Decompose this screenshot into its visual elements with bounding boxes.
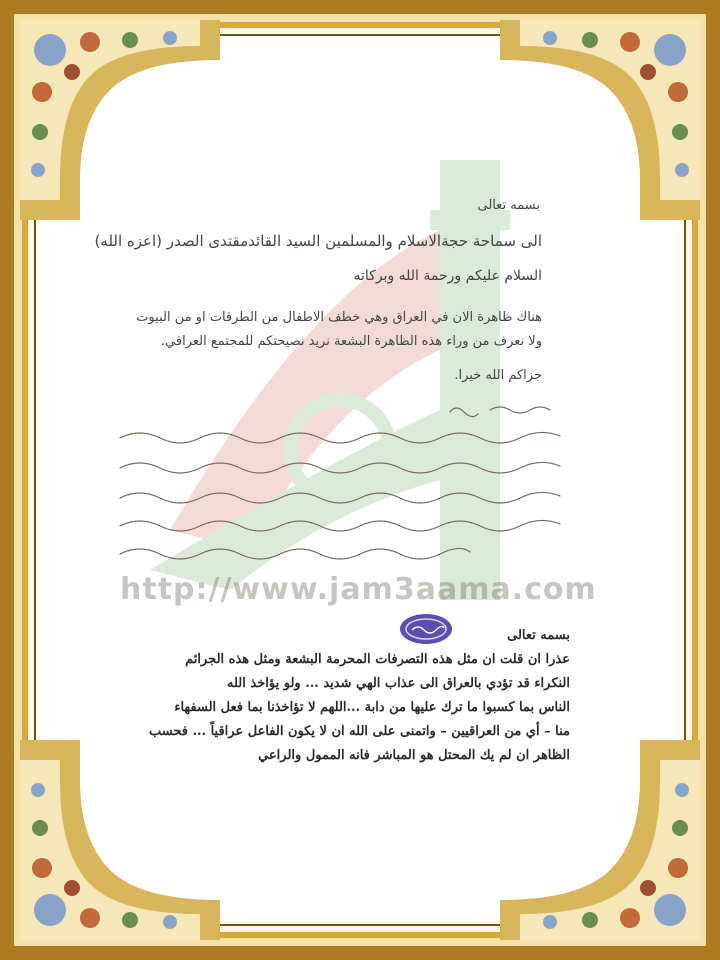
reply-line: الناس بما كسبوا ما ترك عليها من دابة ...اللهم لا تؤاخذنا بما فعل السفهاء bbox=[174, 700, 570, 715]
ornamental-corner-icon bbox=[500, 740, 700, 940]
letter-basmala: بسمه تعالى bbox=[477, 198, 540, 213]
reply-basmala: بسمه تعالى bbox=[507, 628, 570, 643]
reply-line: منا – أي من العراقيين – واتمنى على الله ان لا يكون الفاعل عراقياً ... فحسب bbox=[148, 724, 570, 739]
reply-line: عذرا ان قلت ان مثل هذه التصرفات المحرمة البشعة ومثل هذه الجرائم bbox=[185, 652, 570, 667]
ornamental-corner-icon bbox=[20, 20, 220, 220]
letter-body: هناك ظاهرة الان في العراق وهي خطف الاطفال من الطرقات او من البيوت ولا نعرف من وراء هذه الظاهرة البشعة نريد نصيحتكم للمجتمع العراقي. bbox=[136, 310, 542, 349]
handwritten-reply-image bbox=[100, 398, 600, 568]
ornamental-corner-icon bbox=[20, 740, 220, 940]
typed-reply bbox=[50, 624, 570, 768]
letter-thanks: جزاكم الله خيرا. bbox=[454, 368, 542, 383]
letter-greeting: السلام عليكم ورحمة الله وبركاته bbox=[353, 268, 542, 284]
watermark-url: http://www.jam3aama.com bbox=[120, 572, 597, 607]
reply-line: الظاهر ان لم يك المحتل هو المباشر فانه الممول والراعي bbox=[258, 748, 570, 763]
ornamental-corner-icon bbox=[500, 20, 700, 220]
letter-addressee: الى سماحة حجةالاسلام والمسلمين السيد القائدمقتدى الصدر (اعزه الله) bbox=[94, 232, 542, 250]
reply-line: النكراء قد تؤدي بالعراق الى عذاب الهي شديد ... ولو يؤاخذ الله bbox=[227, 676, 570, 691]
